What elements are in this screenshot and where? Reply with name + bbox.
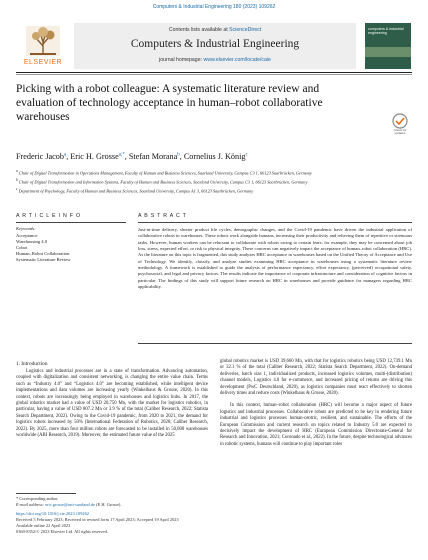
homepage-link[interactable]: www.elsevier.com/locate/caie	[203, 57, 271, 63]
section-heading-introduction: 1. Introduction	[16, 361, 48, 367]
footnote-rule	[16, 493, 76, 494]
contents-line: Contents lists available at ScienceDirect	[168, 27, 262, 33]
keyword: Human–Robot Collaboration	[16, 250, 70, 256]
paper-title: Picking with a robot colleague: A systematic literature review and evaluation of technology acceptance in human–robot collaborative warehouses	[16, 83, 323, 123]
cover-title: computers & industrial engineering	[368, 27, 404, 36]
affiliation: $^b$ Chair of Digital Transformation and Information Systems, Faculty of Human and Business Sciences, Saarland University, Campus C3 1, 66123 Saarbrücken, Germany	[16, 178, 308, 185]
article-info-rule	[16, 222, 126, 223]
affiliations	[16, 168, 412, 196]
keyword: Cobot	[16, 244, 28, 250]
homepage-line: journal homepage: www.elsevier.com/locate/caie	[159, 57, 271, 63]
paragraph: global robotics market is USD 39,660 Mn, with that for logistics robotics being USD 12,739.1 Mn or 32.1 % of the total (Caliber Research, 2022; Statista Search Department, 2022). On-demand deliveries, batch size 1, individualized products, increased logistics volumes, multi-(distribution) channel models, Logistics 4.0 for e-commerce, and increased pricing of returns are driving this development (PwC Deutschland, 2020), as logistics companies must react effectively to shorten delivery times and reduce costs (Winkelhaus & Grosse, 2020).	[220, 359, 412, 397]
keyword: Warehousing 4.0	[16, 238, 48, 244]
paragraph: In this context, human–robot collaboration (HRC) will become a major aspect of future logistics and industrial processes. Collaborative robots are predicted to be key in rendering future industrial and logistics processes human-centric, resilient, and sustainable. The efforts of the European Commission and current research on topics related to Industry 5.0 are expected to decisively impact the development of HRC (European Commission Directorate-General for Research and Innovation, 2021; Coronado et al., 2022). In the future, despite technological advances in robotic systems, humans will continue to play important roles	[220, 403, 412, 447]
author[interactable]: Eric H. Grosse$^{a,*}$	[70, 152, 125, 161]
doi-link[interactable]: https://doi.org/10.1016/j.cie.2023.109262	[16, 511, 89, 516]
sciencedirect-link[interactable]: ScienceDirect	[229, 27, 262, 33]
check-for-updates-label: Check for updates	[393, 128, 407, 136]
author[interactable]: Frederic Jacob$^a$	[16, 152, 67, 161]
abstract-bottom-rule	[138, 343, 412, 344]
paragraph: Logistics and industrial processes are in a state of transformation. Advancing automation, coupled with digitalization and consistent networking, is changing the entire value chain. Terms such as “Industry 4.0” and “Logistics 4.0” are becoming established, while intelligent device implementations and data volumes are increasing yearly (Winkelhaus & Grosse, 2020). In this context, robots are increasingly being employed in warehouses and logistics hubs. In 2017, the global robotics market had a value of USD 20,750 Mn, with the market for logistics robotics, in particular, having a value of USD 807.2 Mn or 3.9 % of the total (Caliber Research, 2022; Statista Search Department, 2022). Owing to the Covid-19 pandemic, from 2020 to 2021, the demand for logistics robots increased by 50% (International Federation of Robotics, 2020; Caliber Research, 2022). By 2025, more than four million robots are forecasted to be installed in 50,000 warehouses worldwide (ABI Research, 2019). Moreover, the estimated future value of the 2025	[16, 369, 208, 439]
running-header: Computers & Industrial Engineering 180 (2023) 109262	[152, 4, 276, 10]
online-date: Available online 22 April 2023	[16, 523, 71, 528]
masthead-rule-thin	[16, 74, 412, 75]
keyword: Systematic Literature Review	[16, 256, 71, 262]
body-column-right	[220, 359, 412, 448]
publisher-name: ELSEVIER	[23, 59, 63, 66]
author[interactable]: Stefan Morana$^b$	[128, 152, 180, 161]
journal-header	[74, 23, 356, 69]
footnotes	[16, 496, 179, 535]
author-list: Frederic Jacob$^a$, Eric H. Grosse$^{a,*}$, Stefan Morana$^b$, Cornelius J. König$^c$	[16, 152, 248, 161]
received-dates: Received 5 February 2023; Received in revised form 17 April 2023; Accepted 19 April 2023	[16, 517, 179, 522]
affiliation: $^a$ Chair of Digital Transformation in Operations Management, Faculty of Human and Business Sciences, Saarland University, Campus C3 1, 66123 Saarbrücken, Germany	[16, 169, 312, 176]
keyword: Acceptance	[16, 233, 38, 238]
journal-title: Computers & Industrial Engineering	[130, 38, 300, 50]
corresponding-author-note: * Corresponding author.	[16, 496, 59, 501]
author[interactable]: Cornelius J. König$^c$	[183, 152, 248, 161]
cover-band	[365, 47, 411, 57]
body-column-left	[16, 369, 208, 439]
copyright: 0360-8352/© 2023 Elsevier Ltd. All rights reserved.	[16, 529, 108, 534]
check-for-updates-button[interactable]	[388, 112, 412, 136]
keyword-list	[16, 233, 71, 263]
keywords-heading: Keywords:	[16, 226, 36, 231]
abstract-heading: A B S T R A C T	[138, 213, 187, 219]
abstract-text: Just-in-time delivery, shorter product life cycles, demographic changes, and the Covid-19 pandemic have driven the industrial application of collaborative robots in warehouses. These robots work alongside humans, increasing their productivity and relieving them of repetitive or strenuous tasks. However, human workers can be reluctant to collaborate with robots owing to certain fears; for example, they may be concerned about job loss, stress, expected effort, or risk to physical integrity. These concerns can negatively impact the acceptance of human–robot collaboration (HRC). As the literature on this topic is fragmented, this study analyzes HRC acceptance in warehouses based on the Unified Theory of Acceptance and Use of Technology. We identify, classify, and analyze studies examining HRC acceptance in warehouses using a systematic literature review methodology. A framework is established to guide the analysis of performance expectancy, effort expectancy, (perceived) occupational safety, psychosocial, and legal and privacy factors. The results indicate the importance of corporate infrastructure and consideration of cognitive factors in particular. The findings of this study will support future research on HRC in warehouses and provide guidance for managers regarding HRC applicability.	[138, 227, 412, 290]
journal-cover-image[interactable]	[365, 23, 411, 69]
affiliation: $^c$ Department of Psychology, Faculty of Human and Business Sciences, Saarland University, Campus A1 3, 66123 Saarbrücken, Germany	[16, 187, 254, 194]
article-info-heading: A R T I C L E I N F O	[16, 213, 81, 219]
email-line: E-mail address: eric.grosse@uni-saarland.de (E.H. Grosse).	[16, 502, 122, 507]
email-link[interactable]: eric.grosse@uni-saarland.de	[45, 502, 95, 507]
abstract-rule	[138, 222, 412, 223]
elsevier-logo[interactable]	[16, 24, 70, 68]
